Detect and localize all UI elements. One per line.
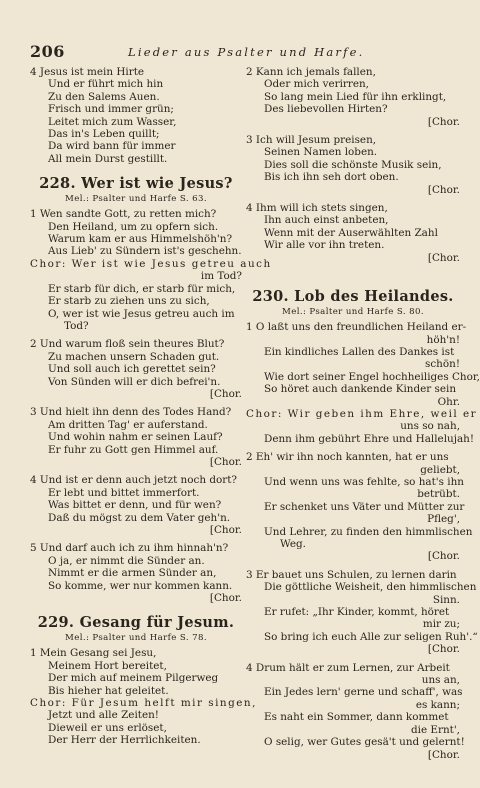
verse-line: 3 Er bauet uns Schulen, zu lernen darin: [246, 568, 457, 581]
melody-reference: Mel.: Psalter und Harfe S. 80.: [282, 307, 424, 318]
verse-line: Er lebt und bittet immerfort.: [48, 486, 200, 499]
hymn-228-verse-3: [30, 406, 242, 468]
verse-line: Am dritten Tag' er auferstand.: [48, 418, 208, 431]
verse-line: 2 Und warum floß sein theures Blut?: [30, 338, 225, 351]
verse-line: Es naht ein Sommer, dann kommet: [264, 711, 449, 724]
verse-line: es kann;: [415, 698, 460, 711]
melody-reference: Mel.: Psalter und Harfe S. 78.: [65, 633, 207, 644]
hymn-229-verse-4: [246, 202, 460, 264]
verse-line: Den Heiland, um zu opfern sich.: [48, 220, 219, 233]
verse-line: Zu den Salems Auen.: [48, 90, 160, 103]
verse-line: betrübt.: [417, 488, 460, 501]
verse-line: 4 Drum hält er zum Lernen, zur Arbeit: [246, 661, 450, 674]
chorus-line: Chor: Für Jesum helft mir singen,: [30, 697, 257, 710]
verse-line: 5 Und darf auch ich zu ihm hinnah'n?: [30, 542, 229, 555]
chorus-line: Denn ihm gebührt Ehre und Hallelujah!: [264, 432, 475, 445]
chorus-cue: [Chor.: [209, 524, 242, 536]
chorus-cue: [Chor.: [209, 455, 242, 468]
hymn-230-chorus: [246, 407, 478, 445]
verse-line: Des liebevollen Hirten?: [264, 103, 388, 116]
chorus-line: Er starb für dich, er starb für mich,: [48, 282, 236, 295]
verse-line: Ohr.: [437, 395, 460, 408]
verse-line: Dies soll die schönste Musik sein,: [264, 158, 442, 171]
verse-line: 4 Und ist er denn auch jetzt noch dort?: [30, 474, 237, 487]
chorus-cue: [Chor.: [427, 550, 460, 563]
verse-line: Was bittet er denn, und für wen?: [48, 499, 222, 512]
running-title: Lieder aus Psalter und Harfe.: [128, 45, 365, 59]
verse-line: Er fuhr zu Gott gen Himmel auf.: [48, 443, 219, 456]
verse-line: All mein Durst gestillt.: [48, 152, 168, 165]
verse-line: So höret auch dankende Kinder sein: [264, 383, 457, 396]
verse-line: So komme, wer nur kommen kann.: [48, 579, 233, 592]
chorus-line: O, wer ist wie Jesus getreu auch im: [48, 307, 235, 320]
hymn-230-verse-4: [246, 661, 465, 761]
verse-line: So bring ich euch Alle zur seligen Ruh'.“: [264, 630, 478, 643]
chorus-line: Der Herr der Herrlichkeiten.: [48, 734, 201, 747]
verse-line: Und er führt mich hin: [48, 78, 164, 91]
verse-line: Wir alle vor ihn treten.: [264, 239, 385, 252]
verse-line: Bis hieher hat geleitet.: [48, 684, 169, 697]
chorus-cue: [Chor.: [427, 251, 460, 264]
chorus-line: im Tod?: [200, 270, 242, 283]
hymn-230-verse-1: [246, 321, 480, 408]
hymn-230-verse-2: [246, 451, 473, 563]
verse-line: 2 Kann ich jemals fallen,: [246, 66, 376, 78]
verse-line: Seinen Namen loben.: [264, 146, 378, 159]
hymn-title: 229. Gesang für Jesum.: [37, 614, 235, 632]
verse-line: Da wird bann für immer: [48, 140, 176, 153]
verse-line: Ein Jedes lern' gerne und schaff', was: [264, 686, 463, 699]
verse-line: Und soll auch ich gerettet sein?: [48, 363, 216, 376]
verse-line: Sinn.: [432, 593, 460, 606]
chorus-cue: [Chor.: [427, 183, 460, 196]
verse-line: Leitet mich zum Wasser,: [48, 115, 177, 128]
verse-line: O selig, wer Gutes gesä't und gelernt!: [264, 736, 465, 749]
hymn-229-verse-1: [30, 647, 242, 697]
hymn-228-chorus: [30, 257, 272, 332]
verse-line: 3 Und hielt ihn denn des Todes Hand?: [30, 406, 232, 419]
hymn-230-verse-3: [246, 568, 478, 656]
verse-line: Weg.: [280, 538, 306, 550]
hymn-227-verse-4: [30, 66, 242, 165]
hymn-228-verse-2: [30, 338, 242, 400]
verse-line: Und wenn uns was fehlte, so hat's ihn: [264, 475, 464, 488]
verse-line: Meinem Hort bereitet,: [48, 659, 167, 672]
page-number: 206: [30, 42, 65, 61]
verse-line: mir zu;: [422, 618, 460, 631]
verse-line: Das in's Leben quillt;: [48, 128, 160, 141]
verse-line: Er schenket uns Väter und Mütter zur: [264, 500, 465, 513]
right-column: [246, 66, 480, 761]
verse-line: höh'n!: [426, 333, 460, 346]
hymn-229-chorus: [30, 697, 257, 747]
left-column: [30, 66, 272, 747]
verse-line: Daß du mögst zu dem Vater geh'n.: [48, 511, 231, 524]
hymn-229-verse-2: [246, 66, 460, 128]
chorus-cue: [Chor.: [427, 643, 460, 656]
chorus-cue: [Chor.: [427, 115, 460, 128]
hymn-228-verse-5: [30, 542, 242, 604]
verse-line: uns an,: [421, 674, 460, 687]
chorus-line: Er starb zu ziehen uns zu sich,: [48, 295, 210, 308]
verse-line: Von Sünden will er dich befrei'n.: [48, 375, 221, 388]
verse-line: Ein kindliches Lallen des Dankes ist: [264, 345, 455, 358]
chorus-line: Tod?: [64, 319, 89, 332]
verse-line: Wie dort seiner Engel hochheiliges Chor,: [264, 370, 480, 383]
verse-line: Der mich auf meinem Pilgerweg: [48, 672, 219, 685]
verse-line: Und Lehrer, zu finden den himmlischen: [264, 525, 473, 538]
verse-line: Frisch und immer grün;: [48, 103, 174, 116]
verse-line: Warum kam er aus Himmelshöh'n?: [48, 233, 233, 246]
chorus-line: Jetzt und alle Zeiten!: [48, 709, 159, 722]
chorus-line: Dieweil er uns erlöset,: [48, 721, 167, 734]
verse-line: Und wohin nahm er seinen Lauf?: [48, 431, 223, 444]
verse-line: 3 Ich will Jesum preisen,: [246, 134, 377, 147]
chorus-line: Chor: Wer ist wie Jesus getreu auch: [30, 257, 272, 270]
melody-reference: Mel.: Psalter und Harfe S. 63.: [65, 194, 207, 205]
chorus-cue: [Chor.: [427, 748, 460, 761]
verse-line: Pfleg',: [427, 513, 460, 526]
chorus-cue: [Chor.: [209, 592, 242, 605]
page-header: [30, 42, 452, 62]
verse-line: 1 O laßt uns den freundlichen Heiland er-: [246, 321, 467, 334]
verse-line: Bis ich ihn seh dort oben.: [264, 171, 399, 184]
chorus-line: Chor: Wir geben ihm Ehre, weil er: [246, 407, 478, 420]
verse-line: 1 Mein Gesang sei Jesu,: [30, 647, 157, 660]
hymn-228-verse-1: [30, 208, 242, 258]
hymn-title: 228. Wer ist wie Jesus?: [39, 175, 233, 193]
hymn-title: 230. Lob des Heilandes.: [252, 288, 454, 306]
verse-line: Die göttliche Weisheit, den himmlischen: [264, 581, 477, 594]
verse-line: Wenn mit der Auserwählten Zahl: [264, 226, 438, 239]
hymn-228-verse-4: [30, 474, 242, 536]
verse-line: Oder mich verirren,: [264, 78, 369, 91]
chorus-line: uns so nah,: [400, 420, 460, 433]
verse-line: O ja, er nimmt die Sünder an.: [48, 554, 205, 567]
verse-line: Zu machen unsern Schaden gut.: [48, 350, 220, 363]
verse-line: Er rufet: „Ihr Kinder, kommt, höret: [264, 606, 450, 619]
verse-line: Ihn auch einst anbeten,: [264, 214, 389, 227]
chorus-cue: [Chor.: [209, 387, 242, 400]
verse-line: 2 Eh' wir ihn noch kannten, hat er uns: [246, 451, 449, 464]
hymn-229-verse-3: [246, 134, 460, 196]
verse-line: 4 Ihm will ich stets singen,: [246, 202, 388, 215]
verse-line: Aus Lieb' zu Sündern ist's geschehn.: [48, 245, 242, 258]
verse-line: Nimmt er die armen Sünder an,: [48, 567, 217, 580]
verse-line: So lang mein Lied für ihn erklingt,: [264, 90, 447, 103]
verse-line: geliebt,: [420, 463, 460, 476]
verse-line: die Ernt',: [410, 723, 460, 736]
verse-line: 1 Wen sandte Gott, zu retten mich?: [30, 208, 217, 221]
verse-line: 4 Jesus ist mein Hirte: [30, 66, 145, 78]
verse-line: schön!: [425, 358, 460, 371]
